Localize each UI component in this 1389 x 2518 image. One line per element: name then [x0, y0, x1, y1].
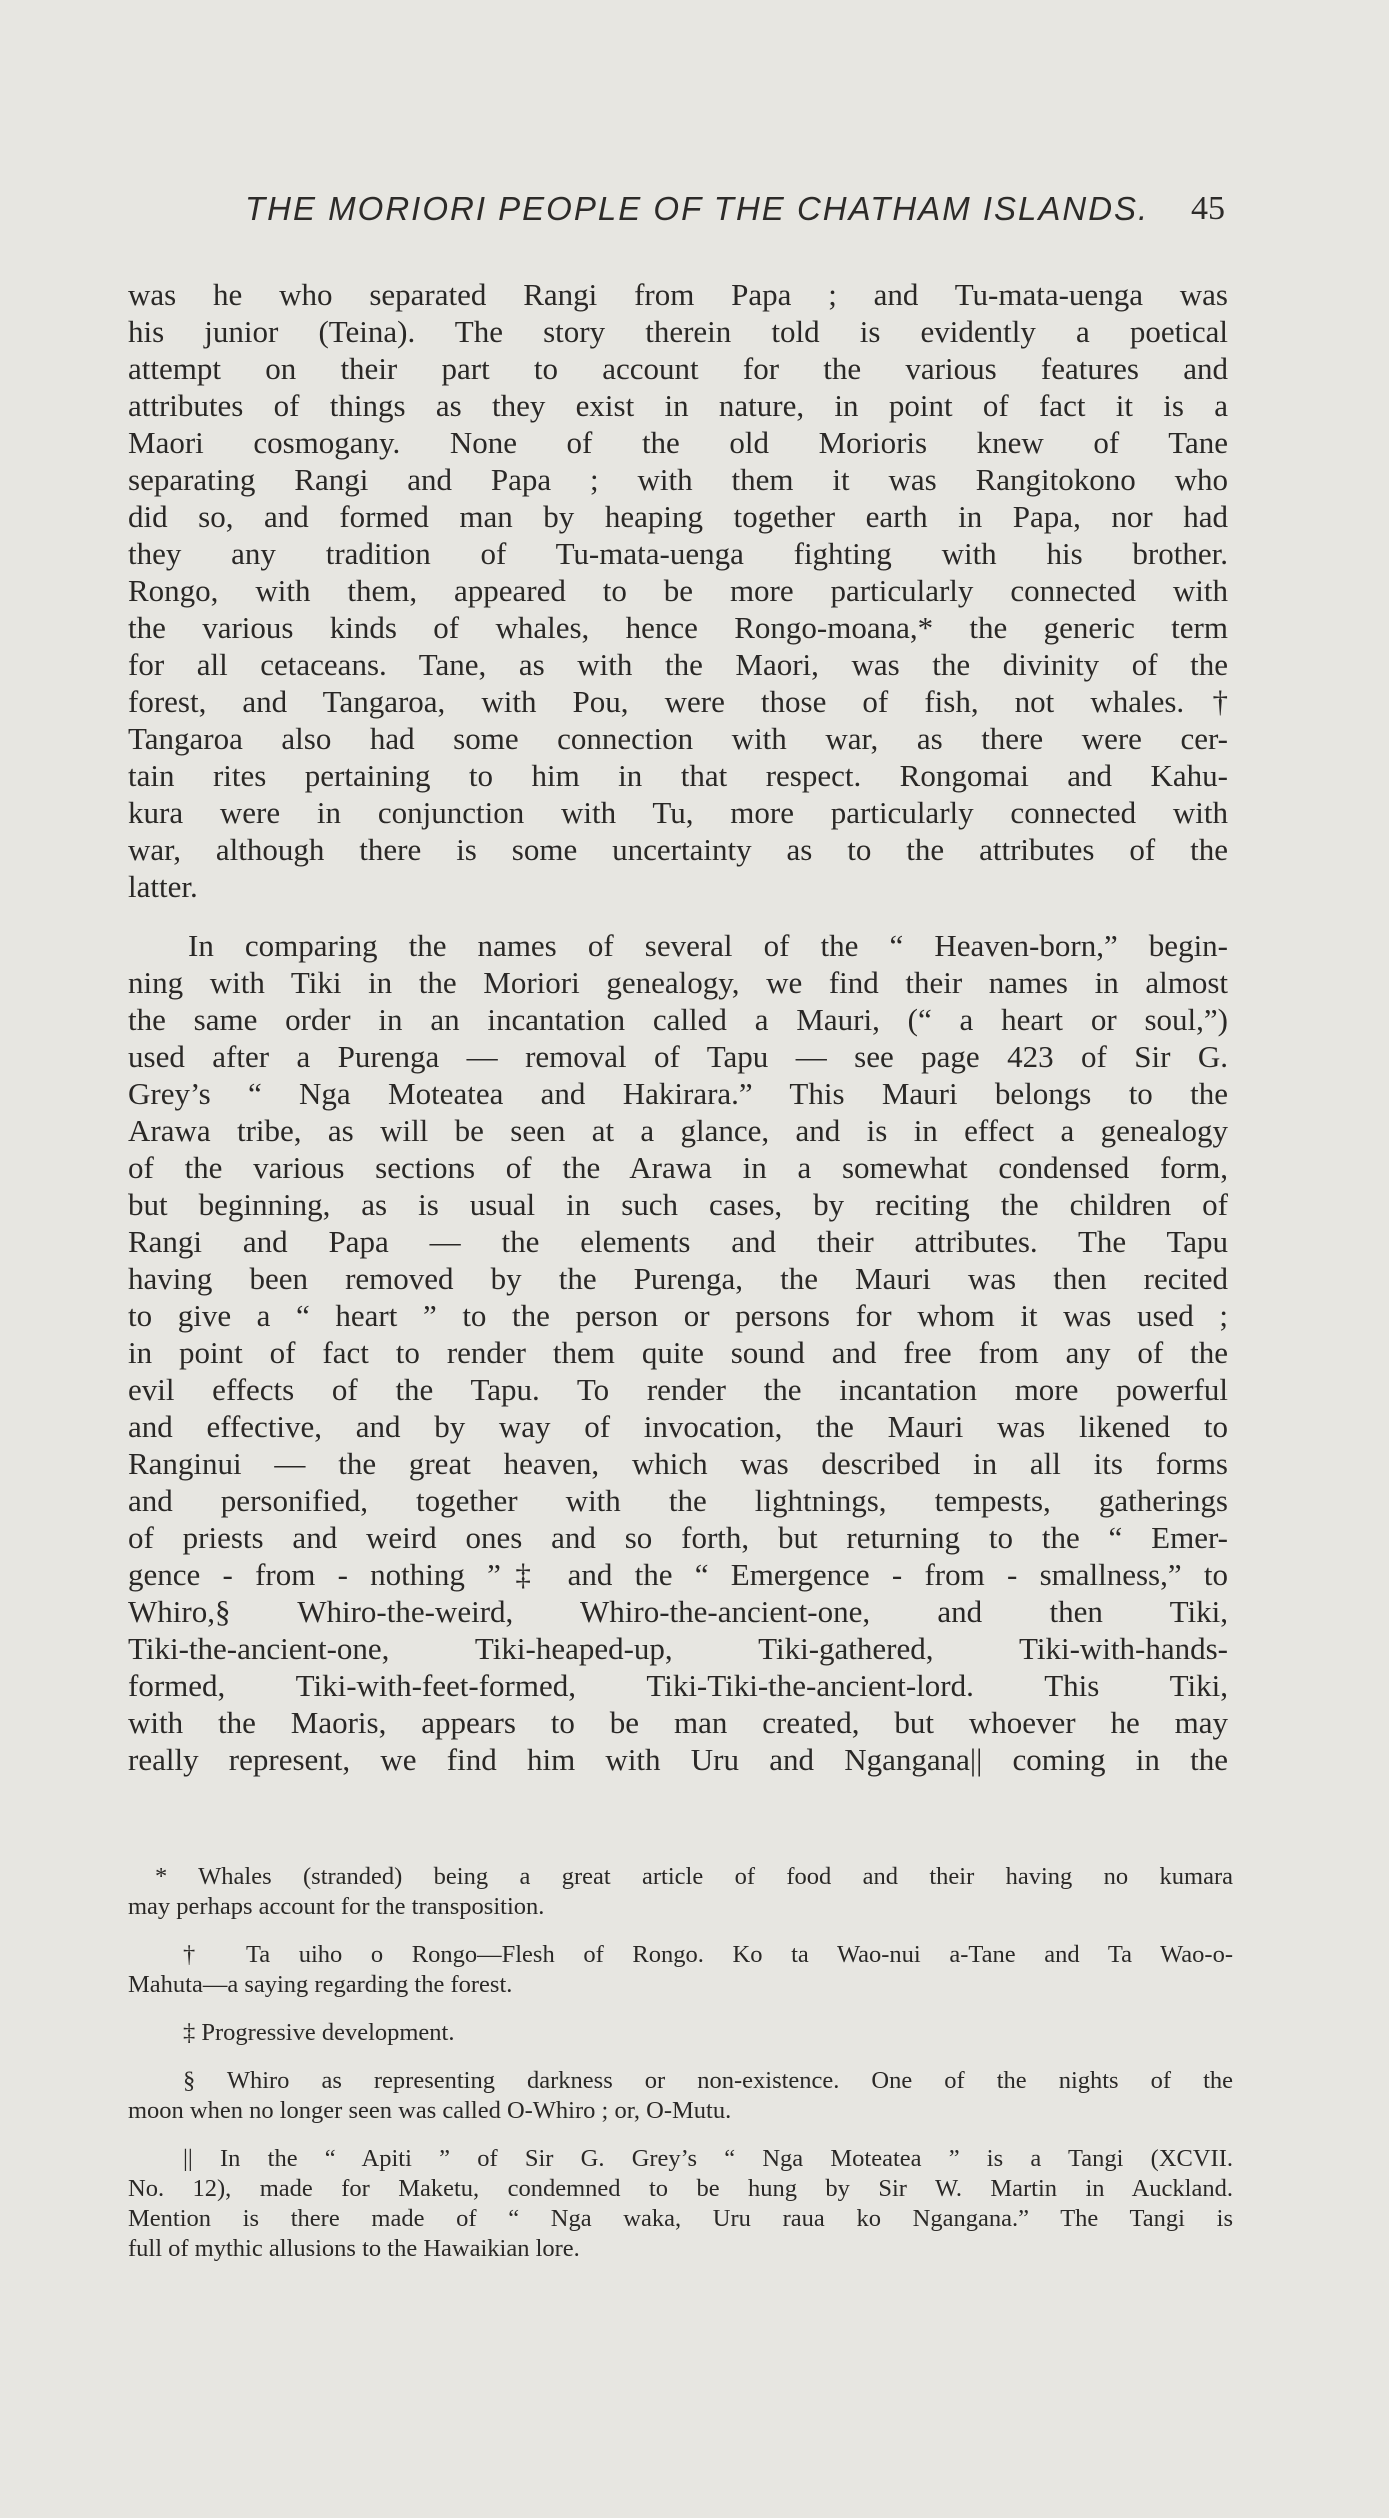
paragraph-2: [128, 927, 1228, 1778]
running-title: THE MORIORI PEOPLE OF THE CHATHAM ISLANDS.: [245, 190, 1150, 227]
footnote-line: Mention is there made of “ Nga waka, Uru raua ko Ngangana.” The Tangi is: [128, 2205, 1233, 2232]
footnote-line: may perhaps account for the transposition.: [128, 1893, 545, 1920]
text-line: In comparing the names of several of the “ Heaven-born,” begin-: [188, 928, 1228, 963]
footnote-line: § Whiro as representing darkness or non-existence. One of the nights of the: [183, 2067, 1233, 2094]
text-line: having been removed by the Purenga, the Mauri was then recited: [128, 1261, 1228, 1296]
footnote-line: full of mythic allusions to the Hawaikian lore.: [128, 2235, 580, 2262]
footnote-line: * Whales (stranded) being a great article of food and their having no kumara: [155, 1863, 1233, 1890]
text-line: of the various sections of the Arawa in a somewhat condensed form,: [128, 1150, 1228, 1185]
page-number: 45: [1191, 190, 1225, 227]
text-line: used after a Purenga — removal of Tapu — see page 423 of Sir G.: [128, 1039, 1228, 1074]
text-line: gence - from - nothing ”‡ and the “ Emergence - from - smallness,” to: [128, 1557, 1228, 1592]
text-line: latter.: [128, 869, 198, 904]
text-line: the same order in an incantation called a Mauri, (“ a heart or soul,”): [128, 1002, 1228, 1037]
main-text: [128, 276, 1228, 1778]
text-line: and effective, and by way of invocation, the Mauri was likened to: [128, 1409, 1228, 1444]
text-line: evil effects of the Tapu. To render the incantation more powerful: [128, 1372, 1228, 1407]
text-line: forest, and Tangaroa, with Pou, were those of fish, not whales.†: [128, 684, 1228, 719]
footnotes: [128, 1862, 1233, 2264]
text-line: attributes of things as they exist in nature, in point of fact it is a: [128, 388, 1228, 423]
footnote-3: [128, 2018, 1233, 2048]
footnote-5: [128, 2144, 1233, 2264]
text-line: did so, and formed man by heaping together earth in Papa, nor had: [128, 499, 1228, 534]
footnote-line: † Ta uiho o Rongo—Flesh of Rongo. Ko ta Wao-nui a-Tane and Ta Wao-o-: [183, 1941, 1233, 1968]
text-line: Maori cosmogany. None of the old Morioris knew of Tane: [128, 425, 1228, 460]
footnote-line: || In the “ Apiti ” of Sir G. Grey’s “ Nga Moteatea ” is a Tangi (XCVII.: [183, 2145, 1233, 2172]
footnote-line: ‡ Progressive development.: [183, 2019, 455, 2046]
text-line: was he who separated Rangi from Papa ; and Tu-mata-uenga was: [128, 277, 1228, 312]
text-line: really represent, we find him with Uru and Ngangana|| coming in the: [128, 1742, 1228, 1777]
text-line: ning with Tiki in the Moriori genealogy, we find their names in almost: [128, 965, 1228, 1000]
text-line: and personified, together with the lightnings, tempests, gatherings: [128, 1483, 1228, 1518]
text-line: formed, Tiki-with-feet-formed, Tiki-Tiki-the-ancient-lord. This Tiki,: [128, 1668, 1228, 1703]
text-line: Tangaroa also had some connection with war, as there were cer-: [128, 721, 1228, 756]
text-line: they any tradition of Tu-mata-uenga fighting with his brother.: [128, 536, 1228, 571]
text-line: but beginning, as is usual in such cases, by reciting the children of: [128, 1187, 1228, 1222]
text-line: kura were in conjunction with Tu, more particularly connected with: [128, 795, 1228, 830]
text-line: for all cetaceans. Tane, as with the Maori, was the divinity of the: [128, 647, 1228, 682]
text-line: to give a “ heart ” to the person or persons for whom it was used ;: [128, 1298, 1228, 1333]
footnote-line: moon when no longer seen was called O-Whiro ; or, O-Mutu.: [128, 2097, 732, 2124]
text-line: attempt on their part to account for the various features and: [128, 351, 1228, 386]
text-line: of priests and weird ones and so forth, but returning to the “ Emer-: [128, 1520, 1228, 1555]
text-line: tain rites pertaining to him in that respect. Rongomai and Kahu-: [128, 758, 1228, 793]
text-line: separating Rangi and Papa ; with them it was Rangitokono who: [128, 462, 1228, 497]
text-line: Whiro,§ Whiro-the-weird, Whiro-the-ancient-one, and then Tiki,: [128, 1594, 1228, 1629]
text-line: Arawa tribe, as will be seen at a glance, and is in effect a genealogy: [128, 1113, 1228, 1148]
footnote-2: [128, 1940, 1233, 2000]
text-line: Grey’s “ Nga Moteatea and Hakirara.” This Mauri belongs to the: [128, 1076, 1228, 1111]
text-line: his junior (Teina). The story therein told is evidently a poetical: [128, 314, 1228, 349]
text-line: war, although there is some uncertainty as to the attributes of the: [128, 832, 1228, 867]
text-line: Tiki-the-ancient-one, Tiki-heaped-up, Tiki-gathered, Tiki-with-hands-: [128, 1631, 1228, 1666]
footnote-line: No. 12), made for Maketu, condemned to be hung by Sir W. Martin in Auckland.: [128, 2175, 1233, 2202]
text-line: Ranginui — the great heaven, which was described in all its forms: [128, 1446, 1228, 1481]
text-line: with the Maoris, appears to be man created, but whoever he may: [128, 1705, 1228, 1740]
text-line: in point of fact to render them quite sound and free from any of the: [128, 1335, 1228, 1370]
text-line: Rangi and Papa — the elements and their attributes. The Tapu: [128, 1224, 1228, 1259]
text-line: the various kinds of whales, hence Rongo-moana,* the generic term: [128, 610, 1228, 645]
footnote-1: [128, 1862, 1233, 1922]
footnote-4: [128, 2066, 1233, 2126]
page-header: [245, 190, 1225, 240]
text-line: Rongo, with them, appeared to be more particularly connected with: [128, 573, 1228, 608]
footnote-line: Mahuta—a saying regarding the forest.: [128, 1971, 513, 1998]
paragraph-1: [128, 276, 1228, 905]
